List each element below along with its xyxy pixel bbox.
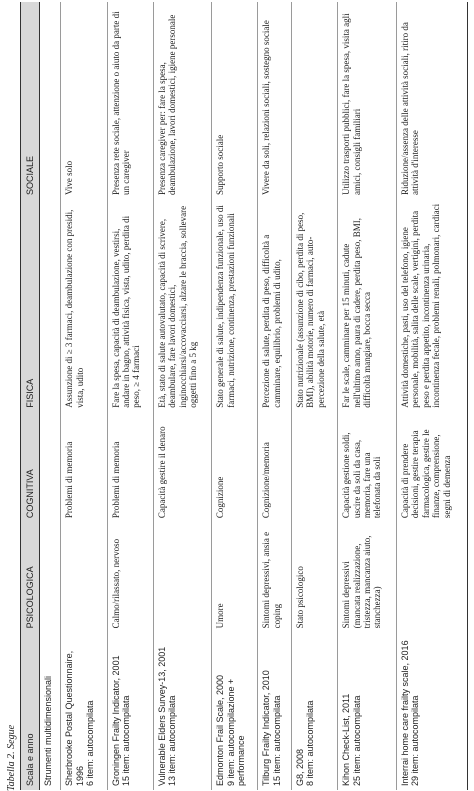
header-fisica: FISICA — [21, 199, 40, 412]
header-psicologica: PSICOLOGICA — [21, 522, 40, 632]
cell-sociale: Riduzione/assenza delle attività sociali, ritiro da attività d'interesse — [396, 2, 467, 199]
cell-cognitiva: Capacità gestire il denaro — [153, 412, 212, 522]
header-cognitiva: COGNITIVA — [21, 412, 40, 522]
scale-cell — [291, 632, 337, 790]
cell-sociale: Presenza caregiver per: fare la spesa, deambulazione, lavori domestici, igiene personale — [153, 2, 212, 199]
table-row — [396, 2, 467, 790]
table-row — [61, 2, 107, 790]
scale-name: Vulnerable Elders Survey-13, 2001 — [156, 646, 167, 786]
table-row — [153, 2, 212, 790]
scale-items: 15 item: autocompilata — [120, 695, 131, 786]
cell-sociale: Utilizzo trasporti pubblici, fare la spesa, visita agli amici, consigli familiari — [338, 2, 397, 199]
table-row — [338, 2, 397, 790]
cell-fisica: Far le scale, camminare per 15 minuti, cadute nell'ultimo anno, paura di cadere, perdita peso, BMI, difficoltà mangiare, bocca secca — [338, 199, 397, 412]
cell-sociale: Vive solo — [61, 2, 107, 199]
table-header-row — [21, 2, 40, 790]
scale-items: 6 item: autocompilata — [85, 700, 96, 786]
scale-cell — [396, 632, 467, 790]
scale-items: 13 item: autocompilata — [167, 695, 178, 786]
rotated-table-container — [20, 2, 468, 790]
scale-cell — [338, 632, 397, 790]
cell-fisica: Fare la spesa, capacità di deambulazione, vestirsi, andare in bagno, attività fisica, vista, udito, perdita di peso, ≥ 4 farmaci — [107, 199, 153, 412]
scale-name: G8, 2008 — [294, 748, 305, 786]
cell-cognitiva: Cognizione/memoria — [258, 412, 292, 522]
cell-sociale — [291, 2, 337, 199]
cell-cognitiva: Capacità gestione soldi, uscire da soli da casa, memoria, fare una telefonata da soli — [338, 412, 397, 522]
scale-items: 25 item: autocompilata — [351, 695, 362, 786]
scale-cell — [153, 632, 212, 790]
cell-fisica: Assunzione di ≥ 3 farmaci, deambulazione con presidi, vista, udito — [61, 199, 107, 412]
scale-name: Groningen Frailty Indicator, 2001 — [110, 655, 121, 786]
cell-psicologica: Sintomi depressivi (mancata realizzazione, tristezza, mancanza aiuto, stanchezza) — [338, 522, 397, 632]
cell-fisica: Stato generale di salute, indipendenza funzionale, uso di farmaci, nutrizione, continenza, prestazioni funzionali — [212, 199, 258, 412]
cell-cognitiva: Cognizione — [212, 412, 258, 522]
scale-items: 15 item: autocompilata — [271, 695, 282, 786]
section-row — [40, 2, 61, 790]
cell-psicologica: Calmo/rilassato, nervoso — [107, 522, 153, 632]
cell-sociale: Presenza rete sociale, attenzione o aiuto da parte di un caregiver — [107, 2, 153, 199]
scale-name: Tilburg Frailty Indicator, 2010 — [261, 670, 272, 786]
scale-name: Edmonton Frail Scale, 2000 — [215, 674, 226, 786]
header-scale: Scala e anno — [21, 632, 40, 790]
cell-cognitiva: Problemi di memoria — [107, 412, 153, 522]
cell-cognitiva — [291, 412, 337, 522]
table-row — [107, 2, 153, 790]
cell-sociale: Supporto sociale — [212, 2, 258, 199]
cell-cognitiva: Problemi di memoria — [61, 412, 107, 522]
cell-psicologica — [153, 522, 212, 632]
cell-fisica: Percezione di salute, perdita di peso, difficoltà a camminare, equilibrio, problemi di udito, — [258, 199, 292, 412]
scale-cell — [258, 632, 292, 790]
cell-psicologica — [396, 522, 467, 632]
cell-psicologica: Stato psicologico — [291, 522, 337, 632]
table-caption: Tabella 2. Segue — [6, 724, 17, 791]
header-sociale: SOCIALE — [21, 2, 40, 199]
cell-psicologica: Umore — [212, 522, 258, 632]
scale-cell — [212, 632, 258, 790]
table-row — [258, 2, 292, 790]
scale-items: 29 item: autocompilata — [410, 695, 421, 786]
cell-fisica: Attività domestiche, pasti, uso del telefono, igiene personale, mobilità, salita delle scale, vertigini, perdita peso e perdita appetito, incontinenza urinaria, incontinenza fecale, problemi renali, polmonari, cardiaci — [396, 199, 467, 412]
scale-items: 8 item: autocompilata — [305, 700, 316, 786]
scale-cell — [61, 632, 107, 790]
scale-name: Sherbrooke Postal Questionnaire, 1996 — [64, 650, 85, 786]
cell-fisica: Età, stato di salute autovalutato, capacità di scrivere, deambulare, fare lavori domestici, inginocchiarsi/accovacciarsi, alzare le braccia, sollevare oggetti fino a 5 kg — [153, 199, 212, 412]
scale-items: 9 item: autocompilazione + performance — [225, 678, 247, 786]
cell-psicologica: Sintomi depressivi, ansia e coping — [258, 522, 292, 632]
section-label: Strumenti multidimensionali — [40, 632, 61, 790]
scale-name: Interrai home care frailty scale, 2016 — [399, 640, 410, 786]
cell-fisica: Stato nutrizionale (assunzione di cibo, perdita di peso, BMI), abilità motorie, numero di farmaci, auto-percezione della salute, età — [291, 199, 337, 412]
frailty-scales-table — [20, 2, 468, 790]
cell-sociale: Vivere da soli, relazioni sociali, sostegno sociale — [258, 2, 292, 199]
scale-cell — [107, 632, 153, 790]
table-row — [212, 2, 258, 790]
cell-cognitiva: Capacità di prendere decisioni, gestire terapia farmacologica, gestire le finanze, comprensione, segni di demenza — [396, 412, 467, 522]
table-row — [291, 2, 337, 790]
scale-name: Kihon Check-List, 2011 — [341, 693, 352, 786]
cell-psicologica — [61, 522, 107, 632]
